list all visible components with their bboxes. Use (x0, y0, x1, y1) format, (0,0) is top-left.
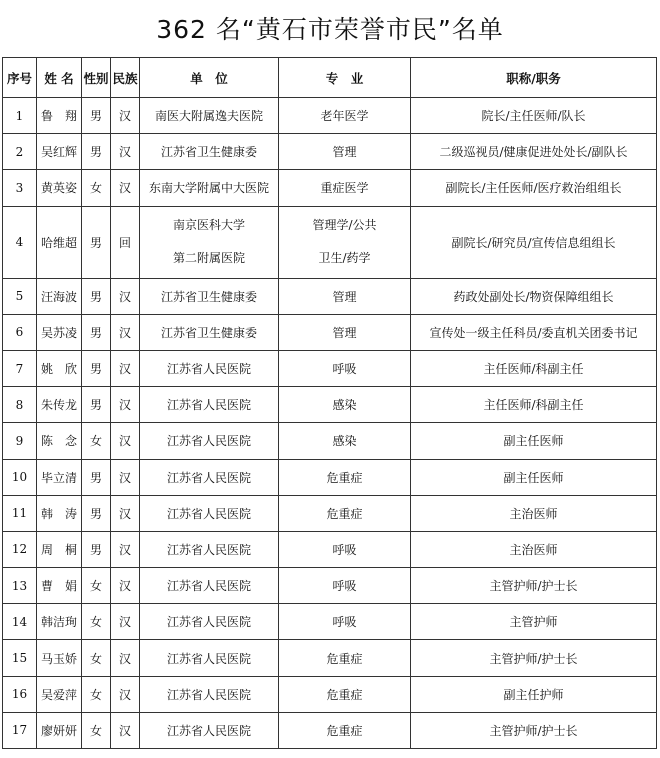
cell-index: 5 (3, 278, 37, 314)
cell-title: 副主任医师 (411, 459, 657, 495)
cell-index: 14 (3, 604, 37, 640)
cell-gender: 男 (82, 495, 111, 531)
cell-specialty (279, 206, 411, 278)
cell-index: 10 (3, 459, 37, 495)
cell-unit: 江苏省人民医院 (140, 531, 279, 567)
cell-unit: 江苏省人民医院 (140, 676, 279, 712)
header-title: 职称/职务 (411, 58, 657, 98)
cell-ethnicity: 汉 (111, 170, 140, 206)
cell-ethnicity: 汉 (111, 459, 140, 495)
cell-specialty: 管理 (279, 134, 411, 170)
cell-unit: 江苏省卫生健康委 (140, 314, 279, 350)
cell-index: 2 (3, 134, 37, 170)
cell-specialty: 老年医学 (279, 98, 411, 134)
cell-name: 马玉娇 (37, 640, 82, 676)
cell-specialty: 管理 (279, 278, 411, 314)
cell-gender: 女 (82, 423, 111, 459)
cell-index: 17 (3, 712, 37, 748)
table-row (3, 495, 657, 531)
cell-index: 3 (3, 170, 37, 206)
cell-gender: 女 (82, 568, 111, 604)
cell-unit: 南医大附属逸夫医院 (140, 98, 279, 134)
cell-title: 主管护师 (411, 604, 657, 640)
cell-gender: 女 (82, 676, 111, 712)
table-row (3, 170, 657, 206)
cell-name: 汪海波 (37, 278, 82, 314)
cell-ethnicity: 汉 (111, 531, 140, 567)
cell-title: 主任医师/科副主任 (411, 387, 657, 423)
cell-title: 二级巡视员/健康促进处处长/副队长 (411, 134, 657, 170)
cell-unit: 江苏省人民医院 (140, 423, 279, 459)
cell-gender: 男 (82, 459, 111, 495)
table-row (3, 134, 657, 170)
cell-ethnicity: 汉 (111, 314, 140, 350)
cell-gender: 女 (82, 712, 111, 748)
cell-index: 12 (3, 531, 37, 567)
cell-specialty: 危重症 (279, 459, 411, 495)
cell-name: 韩洁珣 (37, 604, 82, 640)
cell-name: 廖妍妍 (37, 712, 82, 748)
table-row (3, 350, 657, 386)
cell-index: 6 (3, 314, 37, 350)
cell-specialty: 管理 (279, 314, 411, 350)
table-header-row (3, 58, 657, 98)
cell-title: 主治医师 (411, 495, 657, 531)
cell-index: 7 (3, 350, 37, 386)
cell-specialty: 危重症 (279, 495, 411, 531)
cell-specialty: 危重症 (279, 712, 411, 748)
cell-title: 副院长/主任医师/医疗救治组组长 (411, 170, 657, 206)
cell-gender: 男 (82, 387, 111, 423)
cell-unit: 江苏省卫生健康委 (140, 278, 279, 314)
cell-unit: 江苏省人民医院 (140, 459, 279, 495)
cell-name: 周 桐 (37, 531, 82, 567)
table-row (3, 459, 657, 495)
cell-ethnicity: 汉 (111, 387, 140, 423)
header-ethnicity: 民族 (111, 58, 140, 98)
honorary-citizen-table (2, 57, 657, 749)
cell-gender: 男 (82, 134, 111, 170)
cell-unit: 东南大学附属中大医院 (140, 170, 279, 206)
cell-specialty: 感染 (279, 387, 411, 423)
cell-name: 韩 涛 (37, 495, 82, 531)
cell-gender: 男 (82, 314, 111, 350)
cell-gender: 男 (82, 206, 111, 278)
cell-gender: 女 (82, 170, 111, 206)
cell-unit: 江苏省人民医院 (140, 495, 279, 531)
cell-index: 9 (3, 423, 37, 459)
table-row (3, 604, 657, 640)
cell-title: 副院长/研究员/宣传信息组组长 (411, 206, 657, 278)
cell-specialty: 危重症 (279, 640, 411, 676)
cell-name: 吴红辉 (37, 134, 82, 170)
cell-unit: 江苏省卫生健康委 (140, 134, 279, 170)
header-index: 序号 (3, 58, 37, 98)
table-row (3, 314, 657, 350)
cell-name: 鲁 翔 (37, 98, 82, 134)
cell-specialty: 呼吸 (279, 568, 411, 604)
cell-name: 毕立清 (37, 459, 82, 495)
cell-name: 黄英姿 (37, 170, 82, 206)
cell-ethnicity: 汉 (111, 495, 140, 531)
header-specialty: 专 业 (279, 58, 411, 98)
cell-index: 4 (3, 206, 37, 278)
cell-ethnicity: 汉 (111, 640, 140, 676)
header-name: 姓 名 (37, 58, 82, 98)
cell-specialty: 呼吸 (279, 531, 411, 567)
cell-title: 主管护师/护士长 (411, 712, 657, 748)
cell-title: 宣传处一级主任科员/委直机关团委书记 (411, 314, 657, 350)
table-row (3, 278, 657, 314)
cell-name: 陈 念 (37, 423, 82, 459)
header-gender: 性别 (82, 58, 111, 98)
cell-unit: 江苏省人民医院 (140, 350, 279, 386)
cell-specialty: 危重症 (279, 676, 411, 712)
cell-unit: 江苏省人民医院 (140, 387, 279, 423)
cell-ethnicity: 汉 (111, 712, 140, 748)
cell-unit-line: 南京医科大学 (172, 218, 245, 233)
cell-unit: 江苏省人民医院 (140, 712, 279, 748)
cell-ethnicity: 回 (111, 206, 140, 278)
table-row (3, 98, 657, 134)
table-row (3, 423, 657, 459)
cell-index: 16 (3, 676, 37, 712)
cell-specialty: 呼吸 (279, 350, 411, 386)
cell-title: 副主任护师 (411, 676, 657, 712)
cell-index: 1 (3, 98, 37, 134)
header-unit: 单 位 (140, 58, 279, 98)
cell-title: 主治医师 (411, 531, 657, 567)
cell-index: 8 (3, 387, 37, 423)
table-row (3, 712, 657, 748)
table-row (3, 640, 657, 676)
table-row (3, 568, 657, 604)
cell-specialty-line: 管理学/公共 (312, 218, 377, 233)
cell-gender: 男 (82, 531, 111, 567)
cell-title: 院长/主任医师/队长 (411, 98, 657, 134)
cell-index: 13 (3, 568, 37, 604)
cell-ethnicity: 汉 (111, 568, 140, 604)
cell-gender: 男 (82, 98, 111, 134)
cell-specialty: 重症医学 (279, 170, 411, 206)
cell-specialty: 感染 (279, 423, 411, 459)
cell-unit (140, 206, 279, 278)
table-row (3, 387, 657, 423)
table-row (3, 206, 657, 278)
cell-name: 吴苏凌 (37, 314, 82, 350)
cell-title: 主任医师/科副主任 (411, 350, 657, 386)
cell-unit-line: 第二附属医院 (172, 251, 245, 266)
cell-specialty-line: 卫生/药学 (318, 251, 371, 266)
table-row (3, 531, 657, 567)
cell-title: 药政处副处长/物资保障组组长 (411, 278, 657, 314)
table-row (3, 676, 657, 712)
cell-title: 主管护师/护士长 (411, 640, 657, 676)
cell-ethnicity: 汉 (111, 350, 140, 386)
cell-unit: 江苏省人民医院 (140, 568, 279, 604)
cell-gender: 女 (82, 640, 111, 676)
cell-name: 吴爱萍 (37, 676, 82, 712)
document-title: 362 名“黄石市荣誉市民”名单 (156, 15, 504, 44)
cell-ethnicity: 汉 (111, 98, 140, 134)
cell-name: 姚 欣 (37, 350, 82, 386)
cell-name: 曹 娟 (37, 568, 82, 604)
cell-title: 副主任医师 (411, 423, 657, 459)
cell-name: 朱传龙 (37, 387, 82, 423)
cell-specialty: 呼吸 (279, 604, 411, 640)
cell-ethnicity: 汉 (111, 278, 140, 314)
cell-ethnicity: 汉 (111, 134, 140, 170)
cell-index: 11 (3, 495, 37, 531)
cell-ethnicity: 汉 (111, 604, 140, 640)
cell-gender: 男 (82, 350, 111, 386)
cell-unit: 江苏省人民医院 (140, 604, 279, 640)
cell-gender: 女 (82, 604, 111, 640)
cell-title: 主管护师/护士长 (411, 568, 657, 604)
cell-index: 15 (3, 640, 37, 676)
cell-gender: 男 (82, 278, 111, 314)
cell-name: 哈维超 (37, 206, 82, 278)
cell-ethnicity: 汉 (111, 676, 140, 712)
cell-ethnicity: 汉 (111, 423, 140, 459)
cell-unit: 江苏省人民医院 (140, 640, 279, 676)
